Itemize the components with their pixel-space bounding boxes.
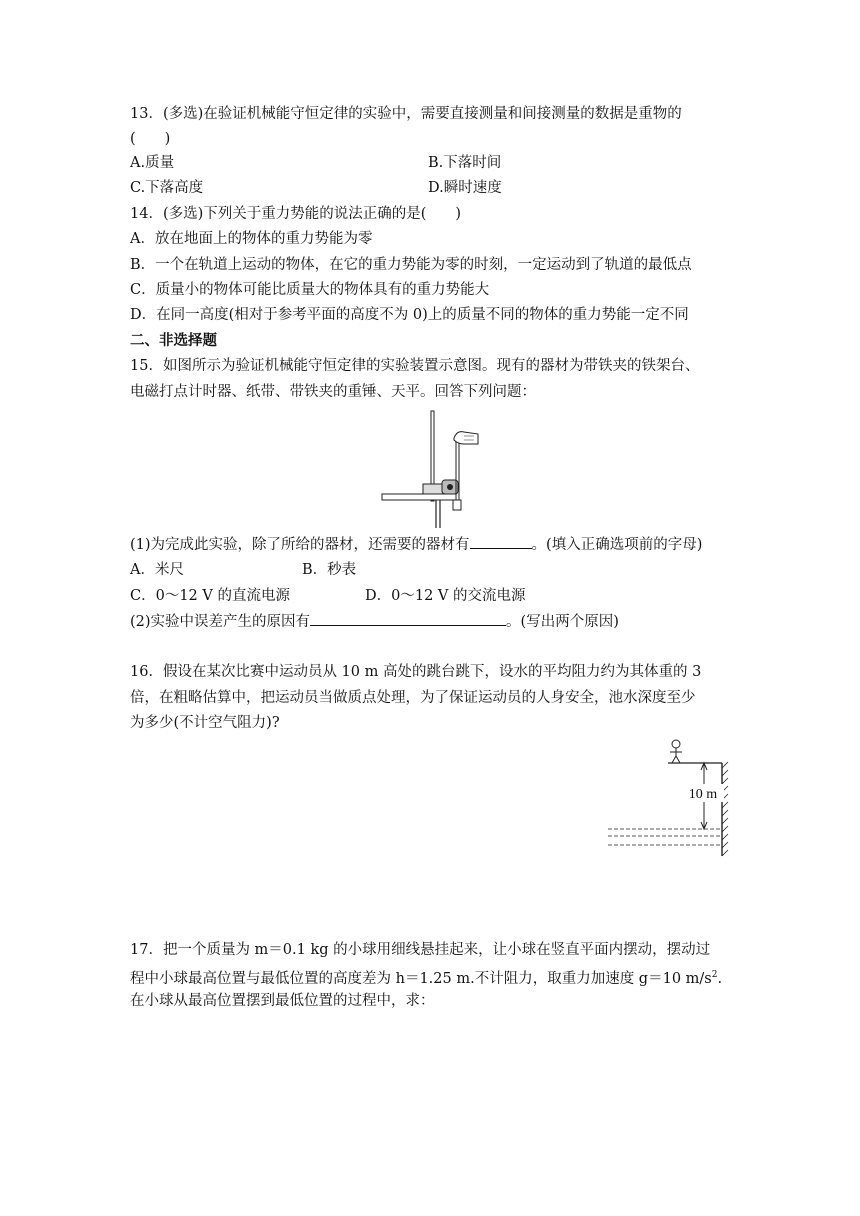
q15-sub2-prompt: (2)实验中误差产生的原因有 (130, 614, 311, 630)
q15-option-c: C．0～12 V 的直流电源 (130, 588, 290, 604)
q15-sub2 (130, 611, 619, 632)
q17-line2-period: . (717, 970, 723, 987)
height-label: 10 m (688, 787, 718, 802)
diver-head (672, 740, 680, 748)
q14-option-c: C．质量小的物体可能比质量大的物体具有的重力势能大 (130, 282, 490, 298)
diving-platform-figure (604, 734, 736, 858)
q15-sub2-instruction: 。(写出两个原因) (506, 614, 619, 630)
experiment-apparatus-figure (378, 408, 488, 530)
q13-stem-line2: ( ) (130, 131, 171, 147)
q17-stem-line2-text: 程中小球最高位置与最低位置的高度差为 h＝1.25 m.不计阻力，取重力加速度 g＝10 m/s (130, 970, 712, 987)
q13-option-a: A.质量 (130, 155, 175, 171)
q17-exponent: 2 (711, 970, 718, 980)
q13-option-d: D.瞬时速度 (428, 180, 502, 196)
section-heading: 二、非选择题 (130, 332, 217, 349)
q15-sub1-prompt: (1)为完成此实验，除了所给的器材，还需要的器材有 (130, 537, 470, 553)
q14-stem: 14．(多选)下列关于重力势能的说法正确的是( ) (130, 206, 462, 222)
q14-option-d: D．在同一高度(相对于参考平面的高度不为 0)上的质量不同的物体的重力势能一定不同 (130, 307, 689, 323)
q15-option-a: A．米尺 (130, 562, 184, 578)
q15-stem-line2: 电磁打点计时器、纸带、带铁夹的重锤、天平。回答下列问题： (130, 384, 536, 400)
q14-option-a: A．放在地面上的物体的重力势能为零 (130, 231, 373, 247)
q15-sub1-answer-blank[interactable] (470, 534, 532, 549)
q15-sub1-instruction: 。(填入正确选项前的字母) (531, 537, 703, 553)
q15-sub2-answer-blank[interactable] (310, 611, 506, 626)
q17-stem-line2 (130, 965, 722, 989)
q16-stem-line2: 倍，在粗略估算中，把运动员当做质点处理，为了保证运动员的人身安全，池水深度至少 (130, 690, 696, 706)
q14-option-b: B．一个在轨道上运动的物体，在它的重力势能为零的时刻，一定运动到了轨道的最低点 (130, 257, 692, 273)
q15-sub1 (130, 534, 702, 555)
q13-option-c: C.下落高度 (130, 180, 204, 196)
q16-stem-line1: 16．假设在某次比赛中运动员从 10 m 高处的跳台跳下，设水的平均阻力约为其体重的 3 (130, 664, 702, 680)
q17-stem-line3: 在小球从最高位置摆到最低位置的过程中，求： (130, 993, 435, 1009)
q15-option-d: D．0～12 V 的交流电源 (365, 588, 526, 604)
q16-stem-line3: 为多少(不计空气阻力)? (130, 715, 280, 731)
q15-option-b: B．秒表 (302, 562, 357, 578)
q15-stem-line1: 15．如图所示为验证机械能守恒定律的实验装置示意图。现有的器材为带铁夹的铁架台、 (130, 358, 700, 374)
q13-option-b: B.下落时间 (428, 155, 502, 171)
q17-stem-line1: 17．把一个质量为 m＝0.1 kg 的小球用细线悬挂起来，让小球在竖直平面内摆动，摆动过 (130, 942, 711, 958)
q13-stem-line1: 13．(多选)在验证机械能守恒定律的实验中，需要直接测量和间接测量的数据是重物的 (130, 106, 682, 122)
